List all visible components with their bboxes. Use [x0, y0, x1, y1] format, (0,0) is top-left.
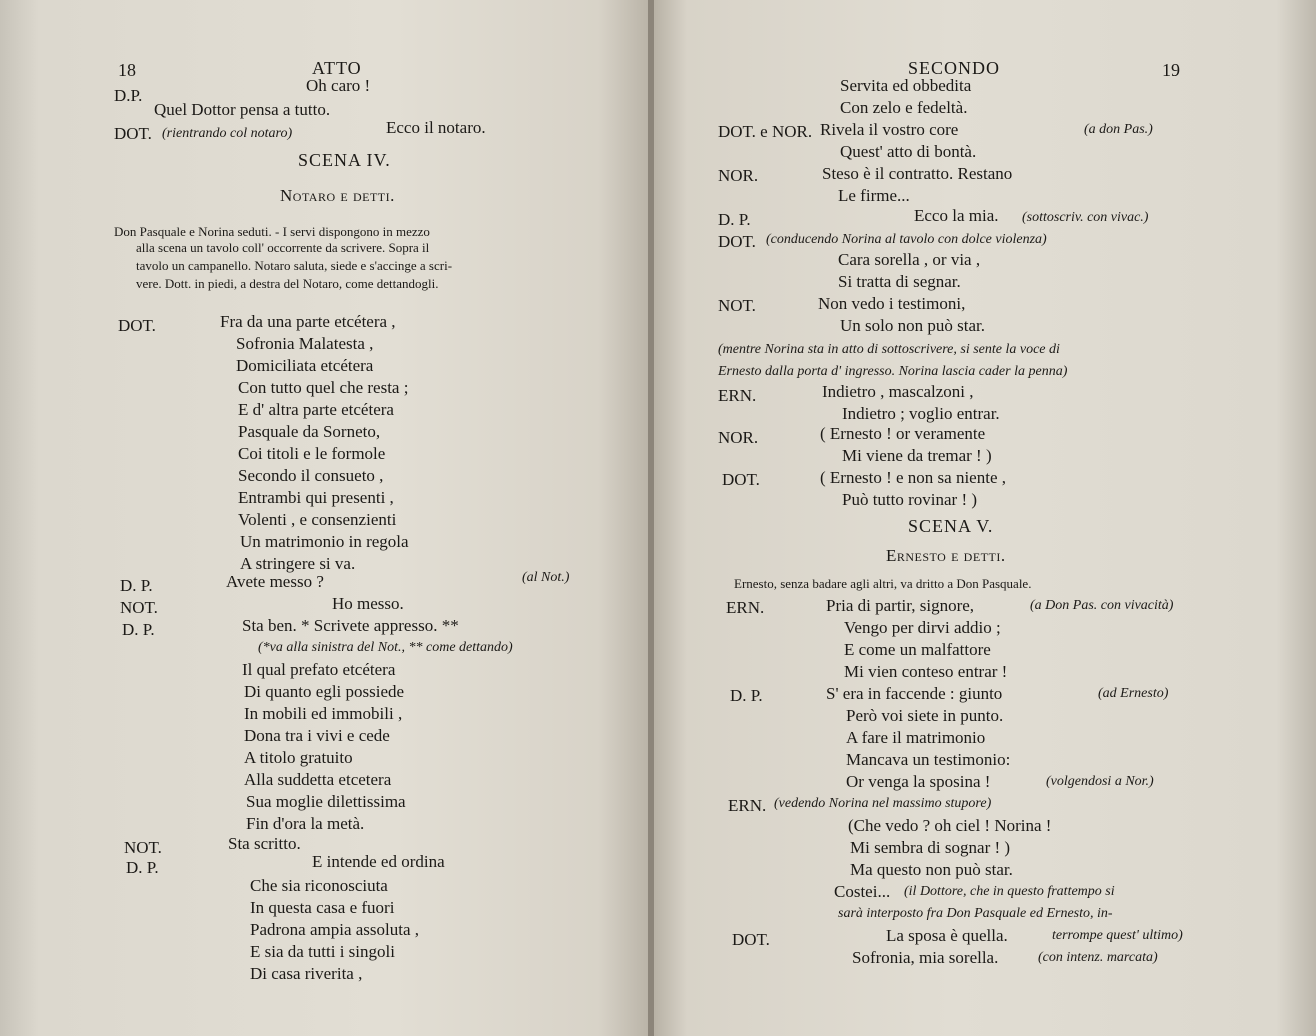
text-line: Pria di partir, signore,	[826, 596, 975, 615]
text-line: Può tutto rovinar ! )	[842, 490, 978, 509]
text-line: alla scena un tavolo coll' occorrente da scrivere. Sopra il	[136, 240, 430, 255]
text-line: Ernesto, senza badare agli altri, va dritto a Don Pasquale.	[734, 576, 1032, 591]
text-line: In questa casa e fuori	[250, 898, 395, 917]
text-line: Vengo per dirvi addio ;	[844, 618, 1001, 637]
text-line: Don Pasquale e Norina seduti. - I servi dispongono in mezzo	[114, 224, 430, 239]
text-line: Ernesto e detti.	[886, 546, 1006, 565]
text-line: D.P.	[114, 86, 143, 105]
text-line: Le firme...	[838, 186, 910, 205]
text-line: Mi viene da tremar ! )	[842, 446, 992, 465]
text-line: Dona tra i vivi e cede	[244, 726, 390, 745]
text-line: (*va alla sinistra del Not., ** come dettando)	[258, 640, 513, 655]
text-line: E d' altra parte etcétera	[238, 400, 394, 419]
text-line: (volgendosi a Nor.)	[1046, 774, 1154, 789]
text-line: Domiciliata etcétera	[236, 356, 374, 375]
text-line: A stringere si va.	[240, 554, 356, 573]
text-line: ERN.	[726, 598, 765, 617]
text-line: DOT. e NOR.	[718, 122, 813, 141]
text-line: Mi sembra di sognar ! )	[850, 838, 1011, 857]
text-line: Fin d'ora la metà.	[246, 814, 365, 833]
text-line: Sofronia, mia sorella.	[852, 948, 999, 967]
text-line: Secondo il consueto ,	[238, 466, 384, 485]
text-line: Or venga la sposina !	[846, 772, 991, 791]
text-line: Non vedo i testimoni,	[818, 294, 966, 313]
text-line: DOT.	[722, 470, 760, 489]
text-line: Fra da una parte etcétera ,	[220, 312, 396, 331]
text-line: Sofronia Malatesta ,	[236, 334, 374, 353]
text-line: Steso è il contratto. Restano	[822, 164, 1013, 183]
text-line: NOR.	[718, 166, 759, 185]
text-line: Però voi siete in punto.	[846, 706, 1004, 725]
text-line: Ecco la mia.	[914, 206, 999, 225]
text-line: Ernesto dalla porta d' ingresso. Norina lascia cader la penna)	[718, 364, 1068, 379]
text-line: Pasquale da Sorneto,	[238, 422, 381, 441]
text-line: Un solo non può star.	[840, 316, 985, 335]
text-line: vere. Dott. in piedi, a destra del Notaro, come dettandogli.	[136, 276, 439, 291]
text-line: (sottoscriv. con vivac.)	[1022, 210, 1149, 225]
text-line: Costei...	[834, 882, 891, 901]
left-page	[0, 0, 650, 1036]
text-line: (mentre Norina sta in atto di sottoscrivere, si sente la voce di	[718, 342, 1060, 357]
right-page	[654, 0, 1316, 1036]
text-line: Un matrimonio in regola	[240, 532, 409, 551]
text-line: Sua moglie dilettissima	[246, 792, 406, 811]
text-line: NOT.	[120, 598, 158, 617]
text-line: Di quanto egli possiede	[244, 682, 405, 701]
text-line: Di casa riverita ,	[250, 964, 363, 983]
text-line: Mancava un testimonio:	[846, 750, 1011, 769]
text-line: Con tutto quel che resta ;	[238, 378, 409, 397]
text-line: (a don Pas.)	[1084, 122, 1153, 137]
text-line: (conducendo Norina al tavolo con dolce violenza)	[766, 232, 1047, 247]
text-line: ( Ernesto ! or veramente	[820, 424, 986, 443]
text-line: Cara sorella , or via ,	[838, 250, 981, 269]
text-line: tavolo un campanello. Notaro saluta, siede e s'accinge a scri-	[136, 258, 453, 273]
text-line: Alla suddetta etcetera	[244, 770, 392, 789]
text-line: E come un malfattore	[844, 640, 991, 659]
text-line: Oh caro !	[306, 76, 371, 95]
text-line: In mobili ed immobili ,	[244, 704, 403, 723]
text-line: Notaro e detti.	[280, 186, 395, 205]
text-line: E intende ed ordina	[312, 852, 445, 871]
text-line: (il Dottore, che in questo frattempo si	[904, 884, 1115, 899]
text-line: Rivela il vostro core	[820, 120, 959, 139]
text-line: (al Not.)	[522, 570, 570, 585]
text-line: ( Ernesto ! e non sa niente ,	[820, 468, 1006, 487]
text-line: Sta ben. * Scrivete appresso. **	[242, 616, 459, 635]
text-line: (vedendo Norina nel massimo stupore)	[774, 796, 992, 811]
text-line: SCENA V.	[908, 516, 994, 536]
text-line: Ma questo non può star.	[850, 860, 1013, 879]
text-line: Quel Dottor pensa a tutto.	[154, 100, 331, 119]
text-line: ERN.	[718, 386, 757, 405]
text-line: D. P.	[718, 210, 751, 229]
text-line: A titolo gratuito	[244, 748, 353, 767]
text-line: Coi titoli e le formole	[238, 444, 386, 463]
text-line: sarà interposto fra Don Pasquale ed Ernesto, in-	[838, 906, 1113, 921]
text-line: ERN.	[728, 796, 767, 815]
text-line: DOT.	[114, 124, 152, 143]
text-line: D. P.	[730, 686, 763, 705]
text-line: Avete messo ?	[226, 572, 324, 591]
text-line: D. P.	[122, 620, 155, 639]
text-line: Ho messo.	[332, 594, 404, 613]
text-line: NOT.	[718, 296, 756, 315]
text-line: terrompe quest' ultimo)	[1052, 928, 1183, 943]
text-line: Mi vien conteso entrar !	[844, 662, 1008, 681]
text-line: (ad Ernesto)	[1098, 686, 1169, 701]
text-line: Quest' atto di bontà.	[840, 142, 977, 161]
running-header-left: ATTO	[312, 58, 362, 78]
running-header-right: SECONDO	[908, 58, 1001, 78]
text-line: SCENA IV.	[298, 150, 391, 170]
text-line: NOT.	[124, 838, 162, 857]
text-line: Entrambi qui presenti ,	[238, 488, 394, 507]
text-line: Con zelo e fedeltà.	[840, 98, 968, 117]
page-number-right: 19	[1162, 60, 1180, 80]
text-line: (rientrando col notaro)	[162, 126, 293, 141]
text-line: Il qual prefato etcétera	[242, 660, 396, 679]
text-line: DOT.	[732, 930, 770, 949]
text-line: Padrona ampia assoluta ,	[250, 920, 420, 939]
text-line: DOT.	[718, 232, 756, 251]
text-line: Sta scritto.	[228, 834, 301, 853]
text-line: S' era in faccende : giunto	[826, 684, 1003, 703]
text-line: Che sia riconosciuta	[250, 876, 388, 895]
page-number-left: 18	[118, 60, 136, 80]
text-line: (con intenz. marcata)	[1038, 950, 1158, 965]
text-line: A fare il matrimonio	[846, 728, 986, 747]
text-line: Servita ed obbedita	[840, 76, 972, 95]
text-line: La sposa è quella.	[886, 926, 1008, 945]
text-line: Ecco il notaro.	[386, 118, 486, 137]
text-line: Indietro , mascalzoni ,	[822, 382, 974, 401]
text-line: Volenti , e consenzienti	[238, 510, 397, 529]
text-line: Indietro ; voglio entrar.	[842, 404, 1000, 423]
text-line: (a Don Pas. con vivacità)	[1030, 598, 1174, 613]
text-line: NOR.	[718, 428, 759, 447]
text-line: DOT.	[118, 316, 156, 335]
text-line: Si tratta di segnar.	[838, 272, 961, 291]
text-line: D. P.	[126, 858, 159, 877]
text-line: E sia da tutti i singoli	[250, 942, 395, 961]
text-line: D. P.	[120, 576, 153, 595]
text-line: (Che vedo ? oh ciel ! Norina !	[848, 816, 1052, 835]
